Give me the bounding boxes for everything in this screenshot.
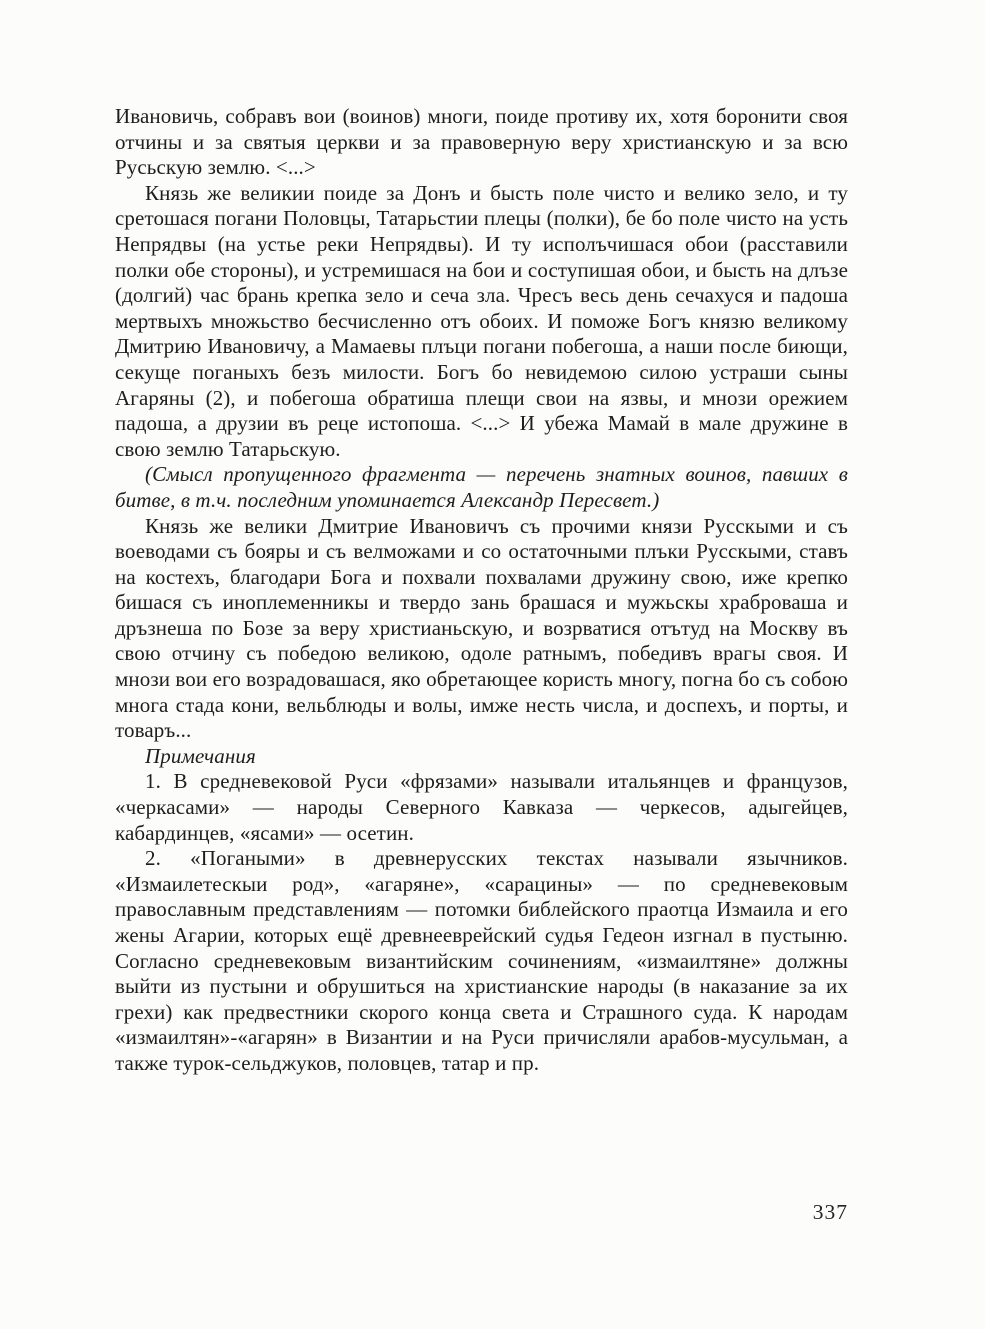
note-item-2: 2. «Погаными» в древнерусских текстах называли язычников. «Измаилетескыи род», «агаряне», «сарацины» — по средневековым православным представлениям — потомки библейского праотца Измаила и его жены Агарии, которых ещё древнееврейский судья Гедеон изгнал в пустыню. Согласно средневековым византийским сочинениям, «измаилтяне» должны выйти из пустыни и обрушиться на христианские народы (в наказание за их грехи) как предвестники скорого конца света и Страшного суда. К народам «измаилтян»-«агарян» в Византии и на Руси причисляли арабов-мусульман, а также турок-сельджуков, половцев, татар и пр. bbox=[115, 846, 848, 1075]
editorial-note-italic: (Смысл пропущенного фрагмента — перечень знатных воинов, павших в битве, в т.ч. последним упоминается Александр Пересвет.) bbox=[115, 462, 848, 512]
page-number: 337 bbox=[812, 1200, 848, 1224]
text-block bbox=[115, 104, 848, 1077]
note-item-1: 1. В средневековой Руси «фрязами» называли итальянцев и французов, «черкасами» — народы Северного Кавказа — черкесов, адыгейцев, кабардинцев, «ясами» — осетин. bbox=[115, 769, 848, 845]
paragraph-victory-return: Князь же велики Дмитрие Ивановичъ съ прочими князи Русскыми и съ воеводами съ бояры и съ велможами и со остаточными плъки Русскыми, ставъ на костехъ, благодари Бога и похвали похвалами дружину свою, иже крепко бишася съ иноплеменникы и твердо зань брашася и мужьскы храброваша и дръзнеша по Бозе за веру христианьскую, и возрватися отътуд на Москву въ свою отчину съ победою великою, одоле ратнымъ, победивъ врагы своя. И мнози вои его возрадовашася, яко обретающее користь многу, погна бо съ собою многа стада кони, вельблюды и волы, имже несть числа, и доспехъ, и порты, и товаръ... bbox=[115, 513, 848, 743]
paragraph-continuation: Ивановичь, собравъ вои (воинов) многи, поиде противу их, хотя боронити своя отчины и за святыя церкви и за правоверную веру христианскую и за всю Русьскую землю. <...> bbox=[115, 104, 848, 180]
notes-heading: Примечания bbox=[145, 743, 256, 768]
paragraph-battle-description: Князь же великии поиде за Донъ и бысть поле чисто и велико зело, и ту сретошася погани Половцы, Татарьстии плецы (полки), бе бо поле чисто на усть Непрядвы (на устье реки Непрядвы). И ту исполъчишася обои (расставили полки обе стороны), и устремишася на бои и соступишая обои, и бысть на длъзе (долгий) час брань крепка зело и сеча зла. Чресъ весь день сечахуся и падоша мертвыхъ множьство бесчисленно отъ обоих. И поможе Богъ князю великому Дмитрию Ивановичу, а Мамаевы плъци погани побегоша, а наши после биющи, секуще поганыхъ безъ милости. Богъ бо невидемою силою устраши сыны Агаряны (2), и побегоша обратиша плещи свои на язвы, и мнози орежием падоша, а друзии въ реце истопоша. <...> И убежа Мамай в мале дружине в свою землю Татарьскую. bbox=[115, 180, 848, 461]
